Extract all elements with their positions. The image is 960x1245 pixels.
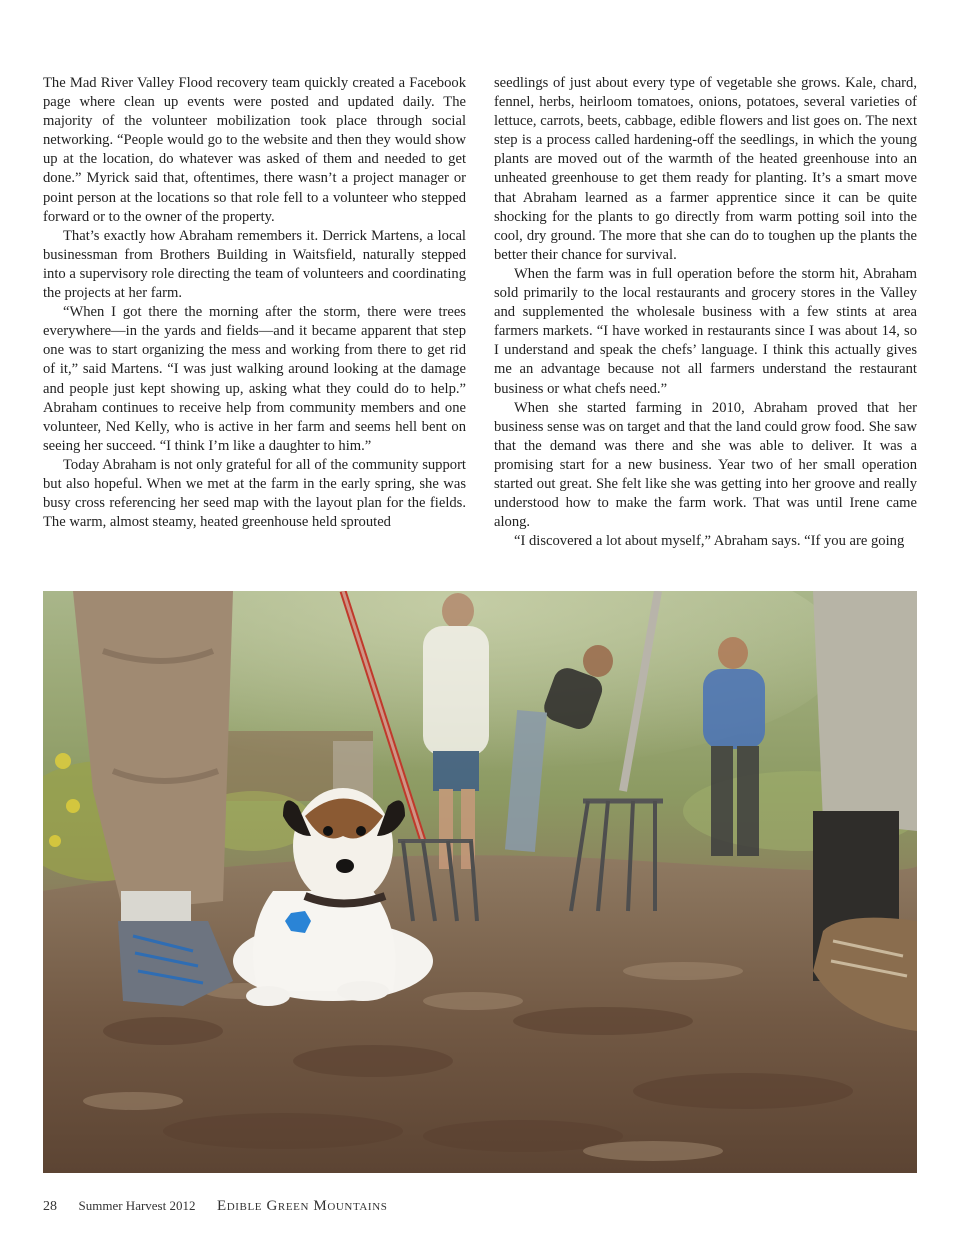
paragraph: When the farm was in full operation before the storm hit, Abraham sold primarily to the local restaurants and grocery stores in the Valley and supplemented the wholesale business with a few stints at area farmers markets. “I have worked in restaurants since I was about 14, so I understand and speak the chefs’ language. I think this actually gives me an advantage because not all farmers understand the restaurant business or what chefs need.” (494, 265, 917, 397)
paragraph: “When I got there the morning after the storm, there were trees everywhere—in the yards and fields—and it became apparent that step one was to start organizing the mess and working from there to get rid of it,” said Martens. “I was just walking around looking at the damage and people just kept showing up, asking what they could do to help.” Abraham continues to receive help from community members and one volunteer, Ned Kelly, who is active in her farm and seems hell bent on seeing her succeed. “I think I’m like a daughter to him.” (43, 304, 466, 454)
article-column-left (43, 74, 466, 532)
magazine-title: Edible Green Mountains (216, 1198, 388, 1214)
issue-label: Summer Harvest 2012 (78, 1198, 196, 1213)
paragraph: The Mad River Valley Flood recovery team quickly created a Facebook page where clean up events were posted and updated daily. The majority of the volunteer mobilization took place through social networking. “People would go to the website and then they would show up at the location, do whatever was asked of them and needed to get done.” Myrick said that, oftentimes, there wasn’t a project manager or point person at the locations so that role fell to a volunteer who stepped forward or to the owner of the property. (43, 75, 466, 225)
page-number: 28 (43, 1199, 57, 1214)
article-column-right (494, 74, 917, 551)
paragraph: Today Abraham is not only grateful for all of the community support but also hopeful. When we met at the farm in the early spring, she was busy cross referencing her seed map with the layout plan for the fields. The warm, almost steamy, heated greenhouse held sprouted (43, 456, 466, 531)
paragraph: When she started farming in 2010, Abraham proved that her business sense was on target and that the land could grow food. She saw that the demand was there and she was able to deliver. It was a promising start for a new business. Year two of her small operation started out great. She felt like she was getting into her groove and really understood how to make the farm work. That was until Irene came along. (494, 399, 917, 531)
paragraph: “I discovered a lot about myself,” Abraham says. “If you are going (514, 533, 905, 550)
paragraph: That’s exactly how Abraham remembers it. Derrick Martens, a local businessman from Brothers Building in Waitsfield, naturally stepped into a supervisory role directing the team of volunteers and coordinating the projects at her farm. (43, 227, 466, 302)
page-footer (43, 1198, 387, 1215)
farm-photo (43, 591, 917, 1173)
paragraph: seedlings of just about every type of vegetable she grows. Kale, chard, fennel, herbs, heirloom tomatoes, onions, potatoes, several varieties of lettuce, carrots, beets, cabbage, edible flowers and list goes on. The next step is a process called hardening-off the seedlings, in which the young plants are moved out of the warmth of the heated greenhouse into an unheated greenhouse to get them ready for planting. It’s a smart move that Abraham learned as a farmer apprentice since it can be quite shocking for the plants to go directly from warm potting soil into the cool, dry ground. The more that she can do to toughen up the plants the better their chance for survival. (494, 75, 917, 263)
